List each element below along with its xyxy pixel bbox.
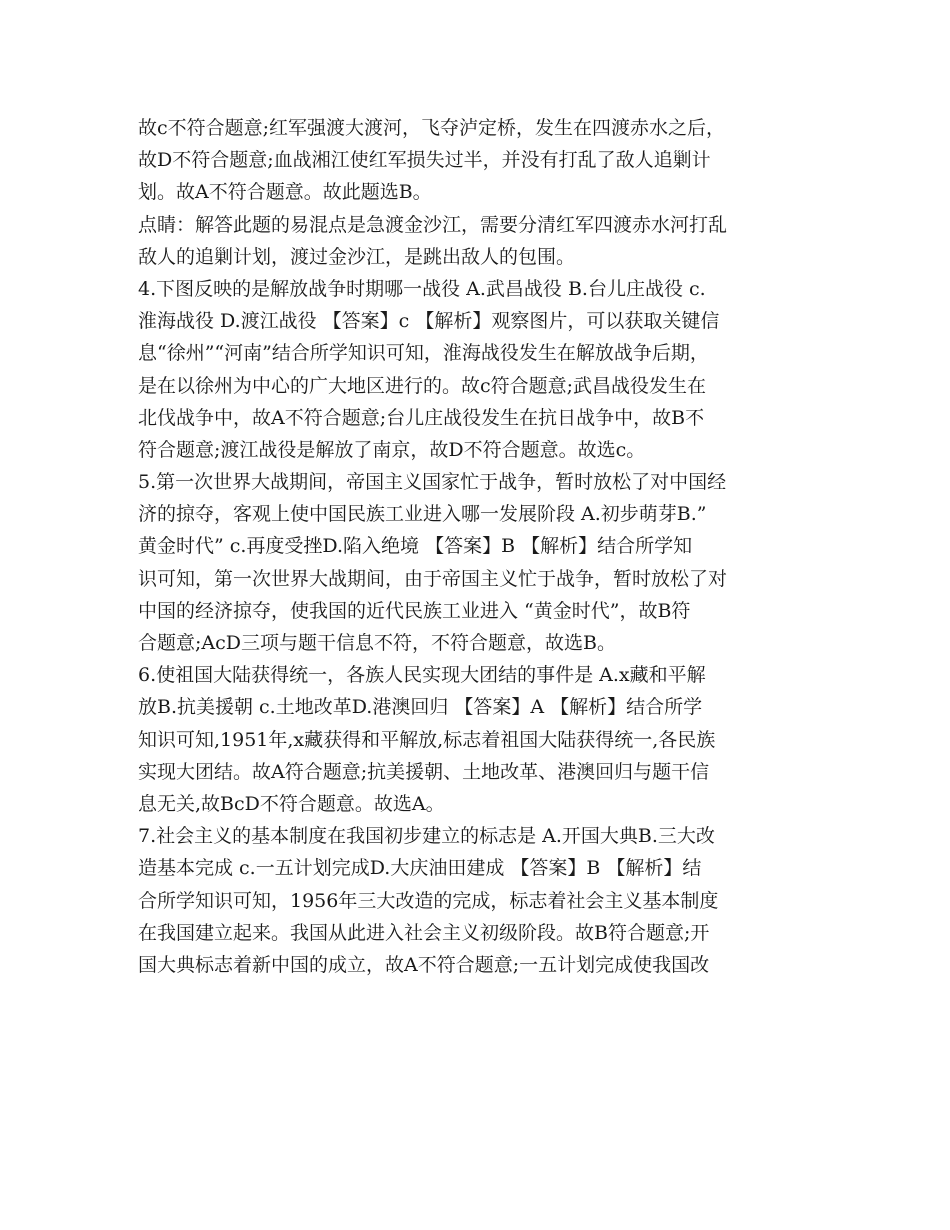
text-line: 4.下图反映的是解放战争时期哪一战役 A.武昌战役 B.台儿庄战役 c. [138, 277, 706, 300]
text-line: 中国的经济掠夺，使我国的近代民族工业进入 “黄金时代”，故B符 [138, 599, 691, 622]
text-line: 故D不符合题意;血战湘江使红军损失过半，并没有打乱了敌人追剿计 [138, 149, 711, 172]
text-line: 符合题意;渡江战役是解放了南京，故D不符合题意。故选c。 [138, 438, 646, 461]
text-line: 淮海战役 D.渡江战役 【答案】c 【解析】观察图片，可以获取关键信 [138, 310, 720, 333]
text-line: 识可知，第一次世界大战期间，由于帝国主义忙于战争，暂时放松了对 [138, 567, 728, 590]
text-line: 5.第一次世界大战期间，帝国主义国家忙于战争，暂时放松了对中国经 [138, 471, 727, 494]
text-line: 合题意;AcD三项与题干信息不符，不符合题意，故选B。 [138, 632, 616, 654]
text-line: 国大典标志着新中国的成立，故A不符合题意;一五计划完成使我国改 [138, 953, 710, 976]
text-line: 在我国建立起来。我国从此进入社会主义初级阶段。故B符合题意;开 [138, 921, 710, 944]
text-line: 知识可知,1951年,x藏获得和平解放,标志着祖国大陆获得统一,各民族 [138, 728, 716, 751]
text-line: 放B.抗美援朝 c.土地改革D.港澳回归 【答案】A 【解析】结合所学 [138, 696, 703, 719]
text-line: 6.使祖国大陆获得统一，各族人民实现大团结的事件是 A.x藏和平解 [138, 664, 706, 687]
text-line: 息“徐州”“河南”结合所学知识可知，淮海战役发生在解放战争后期， [138, 342, 709, 365]
text-line: 北伐战争中，故A不符合题意;台儿庄战役发生在抗日战争中，故B不 [138, 406, 705, 429]
text-line: 息无关,故BcD不符合题意。故选A。 [138, 792, 445, 815]
text-line: 7.社会主义的基本制度在我国初步建立的标志是 A.开国大典B.三大改 [138, 825, 715, 848]
text-line: 敌人的追剿计划，渡过金沙江，是跳出敌人的包围。 [138, 245, 576, 268]
text-line: 济的掠夺，客观上使中国民族工业进入哪一发展阶段 A.初步萌芽B.” [138, 503, 707, 526]
text-line: 是在以徐州为中心的广大地区进行的。故c符合题意;武昌战役发生在 [138, 374, 707, 397]
document-body [138, 112, 818, 981]
text-line: 点睛：解答此题的易混点是急渡金沙江，需要分清红军四渡赤水河打乱 [138, 213, 728, 236]
text-line: 黄金时代” c.再度受挫D.陷入绝境 【答案】B 【解析】结合所学知 [138, 535, 693, 558]
text-line: 造基本完成 c.一五计划完成D.大庆油田建成 【答案】B 【解析】结 [138, 857, 702, 880]
text-line: 划。故A不符合题意。故此题选B。 [138, 181, 432, 204]
text-line: 合所学知识可知，1956年三大改造的完成，标志着社会主义基本制度 [138, 889, 719, 912]
text-line: 故c不符合题意;红军强渡大渡河，飞夺泸定桥，发生在四渡赤水之后， [138, 117, 726, 139]
text-line: 实现大团结。故A符合题意;抗美援朝、土地改革、港澳回归与题干信 [138, 760, 710, 783]
